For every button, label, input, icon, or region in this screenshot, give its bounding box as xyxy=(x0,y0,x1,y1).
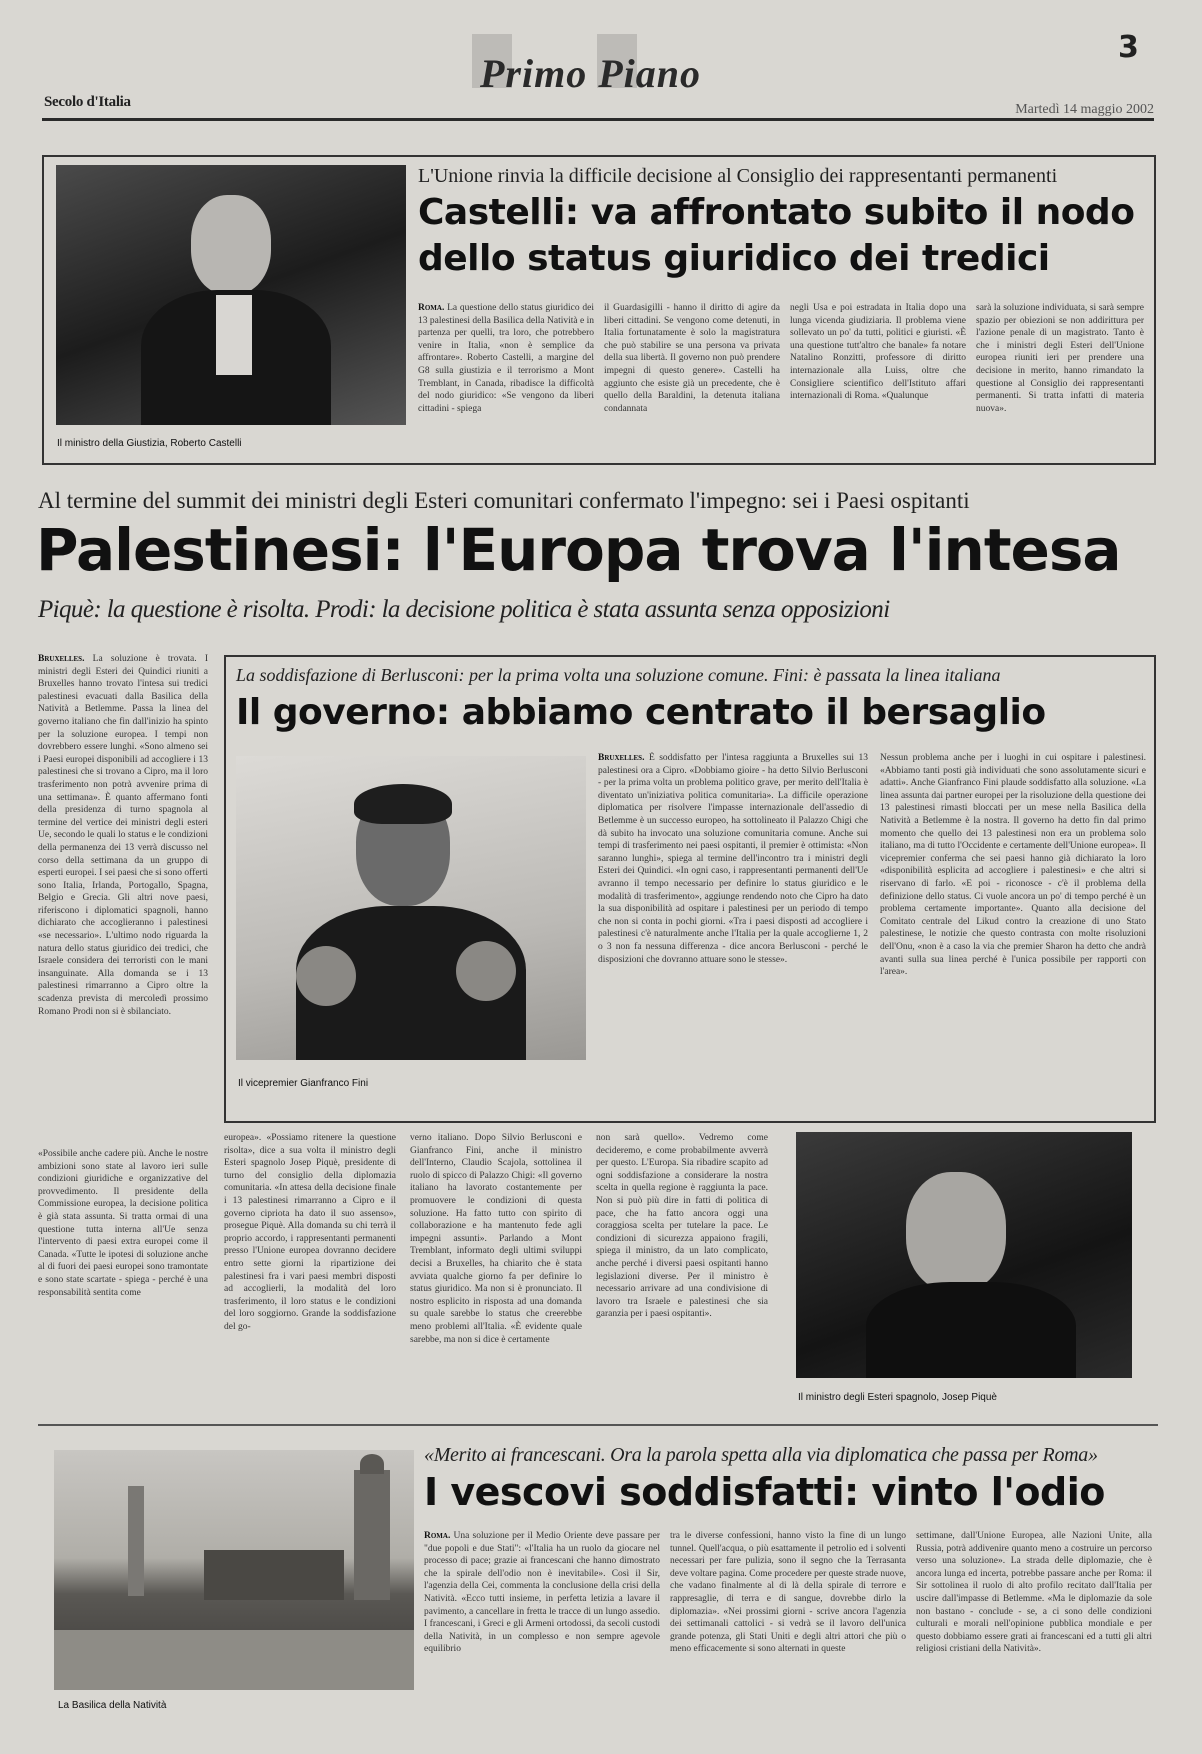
photo-basilica xyxy=(54,1450,414,1690)
main-col-1b xyxy=(38,1148,208,1408)
masthead-rule xyxy=(42,118,1154,121)
dateline: Roma. xyxy=(418,303,448,313)
main-subhead: Piquè: la questione è risolta. Prodi: la decisione politica è stata assunta senza opposizioni xyxy=(38,596,890,623)
figure-head xyxy=(906,1172,1006,1292)
body-text: Nessun problema anche per i luoghi in cui ospitare i palestinesi. «Abbiamo tanti posti già individuati che sono assolutamente sicuri e adatti». Anche Gianfranco Fini plaude soddisfatto alla soluzione. «La linea assunta dai partner europei per la risoluzione della questione dei 13 palestinesi rimasti bloccati per un mese nella Basilica della Natività a Betlemme è la nostra. Il governo ha detto fin dal primo momento che quello dei 13 palestinesi non era un problema solo italiano, ma di tutto l'Occidente e certamente dell'Unione europea». Il vicepremier conferma che sei paesi hanno già dichiarato la loro «disponibilità esplicita ad accogliere i palestinesi» e che altri si riservano di farlo. «E poi - riconosce - c'è il problema della definizione dello status. Ci vuole ancora un po' di tempo perché è un problema certamente importante». Quanto alla decisione del Comitato centrale del Likud contro la creazione di uno Stato palestinese, le notizie che questo contrasta con molte risoluzioni dell'Onu, «non è a caso la via che premier Sharon ha detto che andrà avanti sulla sua linea perché è l'unica possibile per rapporti con l'area». xyxy=(880,753,1146,978)
body-text: È soddisfatto per l'intesa raggiunta a Bruxelles sui 13 palestinesi ora a Cipro. «Dobbiamo gioire - ha detto Silvio Berlusconi - per la prima volta un problema politico grave, per merito dell'Italia è diventato un'iniziativa politica comunitaria». La difficile operazione diplomatica per risolvere l'impasse internazionale dell'assedio di Betlemme è un successo europeo, ha sottolineato il Palazzo Chigi che dà subito ha invocato una soluzione comunitaria comune. Anche sui tempi di trasferimento nei paesi ospitanti, il premier è ottimista: «Non saranno lunghi», spiega al termine dell'incontro tra i ministri degli Esteri dei Quindici. «In ogni caso, i rappresentanti permanenti dell'Ue avranno il tempo necessario per definire lo status giuridico e le modalità di trasferimento», aggiunge rendendo noto che Cipro ha dato la sua disponibilità ad ospitare i palestinesi per un periodo di tempo che non si conta in pochi giorni. «Tra i paesi disposti ad accogliere i palestinesi c'è naturalmente anche l'Italia per la quale accoglierne 1, 2 o 3 non fa nessuna differenza - dice ancora Berlusconi - perché le disposizioni che dovranno attuare sono le stesse». xyxy=(598,753,868,965)
main-col-1 xyxy=(38,653,208,1148)
square xyxy=(54,1630,414,1690)
body-text: tra le diverse confessioni, hanno visto la fine di un lungo tunnel. Quell'acqua, o più esattamente il petrolio ed i solventi necessari per fare pulizia, sono il segno che la Terrasanta deve voltare pagina. Come procedere per queste strade nuove, che vadano finalmente al di là della spirale di terrore e rappresaglie, di terra e di sangue, dovrebbe dirlo la diplomazia». «Nei prossimi giorni - scrive ancora l'agenzia dei settimanali cattolici - si vedrà se il lavoro dell'unica grande potenza, gli Stati Uniti e degli altri attori che più o meno efficacemente si sono alternati in queste xyxy=(670,1531,906,1655)
body-text: La soluzione è trovata. I ministri degli Esteri dei Quindici riuniti a Bruxelles hanno trovato l'intesa sui tredici palestinesi evacuati dalla Basilica della Natività a Betlemme. Passa la linea del governo italiano che fin dall'inizio ha spinto per la soluzione europea. I tempi non dovrebbero essere lunghi. «Sono almeno sei i Paesi europei disponibili ad accogliere i 13 palestinesi che si trovano a Cipro, ma il loro trasferimento non potrà avvenire prima di una settimana». È quanto affermano fonti della presidenza di turno spagnola al termine del vertice dei ministri degli esteri Ue, secondo le quali lo status e le condizioni della permanenza dei 13 verrà discusso nel corso della settimana da un gruppo di esperti europei. I sei paesi che si sono offerti sono Italia, Irlanda, Portogallo, Spagna, Belgio e Grecia. Gli altri nove paesi, riferiscono i diplomatici spagnoli, hanno dichiarato che accoglieranno i palestinesi «se necessario». L'ultimo nodo riguarda la natura dello status giuridico dei tredici, che Israele considera dei terroristi con le mani insanguinate. Alla domanda se i 13 palestinesi rimarranno a Cipro oltre la scadenza prevista di mercoledì prossimo Romano Prodi non si è sbilanciato. xyxy=(38,654,208,1017)
article-governo-col-1 xyxy=(598,752,868,1112)
body-text: europea». «Possiamo ritenere la questione risolta», dice a sua volta il ministro degli Esteri spagnolo Josep Piquè, presidente di turno del consiglio della diplomazia comunitaria. «In attesa della decisione finale i 13 palestinesi rimarranno a Cipro e il governo cipriota ha dato il suo assenso», prosegue Piquè. Alla domanda su chi terrà il proprio accordo, i rappresentanti permanenti presso l'Unione europea dovranno decidere entro sette giorni la ripartizione dei palestinesi fra i vari paesi membri disposti ad accoglierli, la modalità del loro trasferimento, il loro status e le condizioni del loro soggiorno. Grande la soddisfazione del go- xyxy=(224,1133,396,1332)
issue-date: Martedì 14 maggio 2002 xyxy=(1015,102,1154,117)
photo-basilica-caption: La Basilica della Natività xyxy=(58,1700,167,1711)
dateline: Bruxelles. xyxy=(598,753,649,763)
figure-hand-right xyxy=(456,941,516,1001)
photo-fini-caption: Il vicepremier Gianfranco Fini xyxy=(238,1078,369,1089)
article-vescovi-col-1 xyxy=(424,1530,660,1720)
dateline: Roma. xyxy=(424,1531,454,1541)
section-rule xyxy=(38,1424,1158,1426)
article-castelli-col-3 xyxy=(790,302,966,450)
tower-top xyxy=(360,1454,384,1474)
article-vescovi-headline: I vescovi soddisfatti: vinto l'odio xyxy=(424,1470,1105,1514)
main-headline: Palestinesi: l'Europa trova l'intesa xyxy=(36,516,1121,584)
main-col-4 xyxy=(596,1132,768,1408)
article-castelli-kicker: L'Unione rinvia la difficile decisione al Consiglio dei rappresentanti permanenti xyxy=(418,165,1058,187)
photo-castelli-caption: Il ministro della Giustizia, Roberto Castelli xyxy=(57,438,242,449)
article-castelli-col-1 xyxy=(418,302,594,450)
photo-pique xyxy=(796,1132,1132,1378)
article-governo-kicker: La soddisfazione di Berlusconi: per la prima volta una soluzione comune. Fini: è passata la linea italiana xyxy=(236,665,1001,685)
body-text: settimane, dall'Unione Europea, alle Nazioni Unite, alla Russia, potrà addivenire quanto meno a costruire un percorso verso una soluzione». La strada delle diplomazie, che è ancora lunga ed incerta, potrebbe passare anche per Roma: il Sir sottolinea il ruolo di alto profilo recitato dall'Italia per uscire dall'impasse di Betlemme. «Ma le diplomazie da sole non bastano - conclude - se, a ci sono delle condizioni culturali e morali nell'opinione pubblica mondiale e per questo dobbiamo essere grati ai francescani ed a tutti gli altri religiosi cristiani della Natività». xyxy=(916,1531,1152,1655)
figure-body xyxy=(866,1282,1076,1378)
dateline: Bruxelles. xyxy=(38,654,93,664)
main-col-3 xyxy=(410,1132,582,1408)
body-text: Una soluzione per il Medio Oriente deve passare per "due popoli e due Stati": «l'Italia ha un ruolo da giocare nel processo di pace; grazie ai francescani che hanno dimostrato che la spirale dell'odio non è inevitabile». Così il Sir, l'agenzia della Cei, commenta la conclusione della crisi della Natività. «Ecco tutti insieme, in perfetta letizia a lavare il pavimento, a cancellare in fretta le tracce di un lungo assedio. I francescani, i Greci e gli Armeni ortodossi, da secoli custodi della Natività, in un complesso e non sempre agevole equilibrio xyxy=(424,1531,660,1655)
article-vescovi-col-3 xyxy=(916,1530,1152,1720)
article-governo-col-2 xyxy=(880,752,1146,1112)
main-col-2 xyxy=(224,1132,396,1408)
photo-pique-caption: Il ministro degli Esteri spagnolo, Josep Piquè xyxy=(798,1392,997,1403)
article-castelli-col-4 xyxy=(976,302,1144,450)
body-text: sarà la soluzione individuata, si sarà sempre spazio per obiezioni se non addirittura per l'azione penale di un magistrato. Tanto è che i ministri degli Esteri dell'Unione europea riuniti ieri per prendere una decisione in merito, hanno rimandato la questione al Consiglio dei rappresentanti permanenti. Si tratta infatti di materia nuova». xyxy=(976,303,1144,414)
article-castelli-headline-2: dello status giuridico dei tredici xyxy=(418,238,1050,279)
body-text: verno italiano. Dopo Silvio Berlusconi e Gianfranco Fini, anche il ministro dell'Interno, Claudio Scajola, sottolinea il ruolo di spicco di Palazzo Chigi: «Il governo italiano ha lavorato costantemente per promuovere le condizioni di questa soluzione. Ha fatto tutto con spirito di collaborazione e ha mantenuto fede agli impegni assunti». Parlando a Mont Tremblant, informato degli ultimi sviluppi decisi a Bruxelles, ha chiarito che è stata avviata qualche giorno fa per definire lo status giuridico. Ma non si è pronunciato. Il nostro esplicito in risposta ad una domanda su quale sarebbe lo status che creerebbe meno problemi all'Italia. «È evidente quale sarebbe, ma non si dice è certamente xyxy=(410,1133,582,1345)
church-roof xyxy=(204,1550,344,1600)
photo-fini xyxy=(236,756,586,1060)
body-text: «Possibile anche cadere più. Anche le nostre ambizioni sono state al lavoro ieri sulle condizioni giuridiche e organizzative del provvedimento. Il presidente della Commissione europea, la decisione politica è già stata assunta. Si tratta ormai di una questione tutta interna all'Ue senza l'intervento di paesi extra europei come il Canada. «Tutte le ipotesi di soluzione anche al di fuori dei paesi europei sono tramontate e sono state scartate - spiega - perché è una responsabilità sentita come xyxy=(38,1149,208,1298)
article-castelli-headline-1: Castelli: va affrontato subito il nodo xyxy=(418,192,1135,233)
article-vescovi-kicker: «Merito ai francescani. Ora la parola spetta alla via diplomatica che passa per Roma» xyxy=(424,1444,1098,1466)
article-castelli-col-2 xyxy=(604,302,780,450)
figure-shirt xyxy=(216,295,252,375)
bell-tower xyxy=(354,1470,390,1600)
section-title: Primo Piano xyxy=(480,51,702,96)
article-governo-headline: Il governo: abbiamo centrato il bersaglio xyxy=(236,692,1046,733)
article-vescovi-col-2 xyxy=(670,1530,906,1720)
page-number: 3 xyxy=(1118,30,1139,65)
body-text: il Guardasigilli - hanno il diritto di agire da liberi cittadini. Se vengono come detenuti, in Italia fortunatamente è solo la magistratura che può stabilire se una persona va privata della sua libertà. Il governo non può prendere impegni di questo genere». Castelli ha aggiunto che esiste già un precedente, che è quello della Baraldini, la detenuta italiana condannata xyxy=(604,303,780,414)
figure-head xyxy=(191,195,271,295)
section-logo xyxy=(472,26,732,96)
main-kicker: Al termine del summit dei ministri degli Esteri comunitari confermato l'impegno: sei i Paesi ospitanti xyxy=(38,488,970,513)
body-text: La questione dello status giuridico dei 13 palestinesi della Basilica della Natività e in partenza per quelli, tra loro, che potrebbero venire in Italia, «non è semplice da affrontare». Roberto Castelli, a margine del G8 sulla giustizia e il terrorismo a Mont Tremblant, in Canada, ribadisce la difficoltà del nodo giuridico: «Se vengono da liberi cittadini - spiega xyxy=(418,303,594,414)
photo-castelli xyxy=(56,165,406,425)
body-text: non sarà quello». Vedremo come decideremo, e come probabilmente avverrà per questo. L'Europa. Sia ribadire scapito ad ogni soddisfazione a considerare la nostra scelta in quella regione è raggiunta la pace. Non si può più dire in fatti di politica di pace, che ha fatto ancora oggi una coraggiosa scelta per tutelare la pace. Le condizioni di sicurezza appaiono fragili, spiega il ministro, da un lato complicato, anche perché i diversi paesi ospitanti hanno legislazioni diverse. Per il ministro è necessario arrivare ad una condivisione di lavoro tra Israele e palestinesi che sia garanzia per i paesi ospitanti». xyxy=(596,1133,768,1320)
figure-hair xyxy=(354,784,452,824)
minaret xyxy=(128,1486,144,1596)
body-text: negli Usa e poi estradata in Italia dopo una lunga vicenda giudiziaria. Il problema viene sollevato un po' da tutti, politici e giuristi. «È una questione tutt'altro che banale» fa notare Natalino Ronzitti, professore di diritto internazionale alla Luiss, oltre che Consigliere scientifico dell'Istituto affari internazionali di Roma. «Qualunque xyxy=(790,303,966,402)
figure-hand-left xyxy=(296,946,356,1006)
newspaper-name: Secolo d'Italia xyxy=(44,94,131,110)
